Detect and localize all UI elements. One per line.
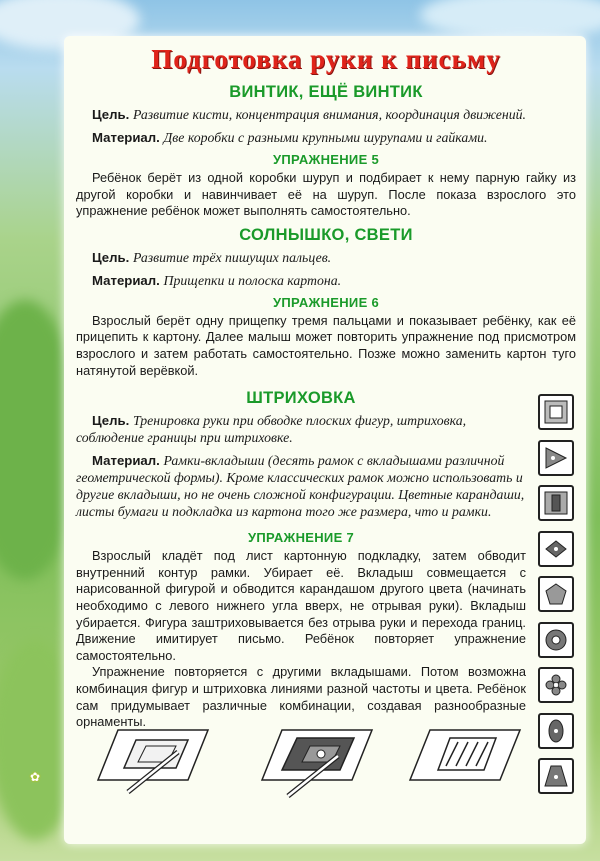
goal-label: Цель. xyxy=(92,413,130,429)
frame-insert-strip xyxy=(538,394,574,804)
triangle-frame-icon xyxy=(538,440,574,476)
hatching-illustration xyxy=(400,720,530,800)
section-heading: ВИНТИК, ЕЩЁ ВИНТИК xyxy=(229,83,423,101)
goal-line xyxy=(76,249,576,266)
goal-text: Развитие трёх пишущих пальцев. xyxy=(132,249,332,265)
exercise-paragraph: Ребёнок берёт из одной коробки шуруп и подбирает к нему парную гайку из другой коробки и навинчивает её на шуруп. После показа взрослого это упражнение ребёнок может выполнять самостоятельно. xyxy=(76,170,576,219)
goal-text: Развитие кисти, концентрация внимания, координация движений. xyxy=(132,107,526,122)
exercise-paragraph: Взрослый берёт одну прищепку тремя пальцами и показывает ребёнку, как её прицепить к картону. Далее малыш может повторить упражнение под присмотром взрослого и затем работать самостоятельно. Позже можно заменить картон туго натянутой верёвкой. xyxy=(76,312,576,378)
trapezoid-frame-icon xyxy=(538,758,574,794)
section-heading: ШТРИХОВКА xyxy=(246,389,356,408)
text-panel xyxy=(64,36,586,844)
exercise-heading: УПРАЖНЕНИЕ 5 xyxy=(272,152,379,167)
material-label: Материал. xyxy=(92,130,160,145)
exercise-paragraph: Упражнение повторяется с другими вкладышами. Потом возможна комбинация фигур и штриховка линиями разной частоты и цвета. Ребёнок сам придумывает различные комбинации, создавая разнообразные орнаменты. xyxy=(76,664,526,730)
material-text: Прищепки и полоска картона. xyxy=(163,272,342,288)
exercise-heading: УПРАЖНЕНИЕ 7 xyxy=(247,530,354,546)
goal-text: Тренировка руки при обводке плоских фигур, штриховка, соблюдение границы при штриховке. xyxy=(76,413,467,446)
flower-decoration: ✿ xyxy=(30,770,41,784)
page-title: Подготовка руки к письму xyxy=(151,44,501,74)
material-line xyxy=(76,452,526,520)
section-heading: СОЛНЫШКО, СВЕТИ xyxy=(239,225,413,244)
goal-line xyxy=(76,106,576,123)
material-text: Рамки-вкладыши (десять рамок с вкладышами различной геометрической формы). Кроме классических рамок можно использовать и другие вкладыши, но не очень сложной конфигурации. Цветные карандаши, листы бумаги и подкладка из картона того же размера, что и рамки. xyxy=(76,453,525,520)
flower-frame-icon xyxy=(538,667,574,703)
square-frame-icon xyxy=(538,394,574,430)
material-line xyxy=(76,129,576,146)
goal-label: Цель. xyxy=(92,249,130,265)
material-text: Две коробки с разными крупными шурупами и гайками. xyxy=(163,130,488,145)
goal-label: Цель. xyxy=(92,107,130,122)
material-label: Материал. xyxy=(92,272,160,288)
ellipse-frame-icon xyxy=(538,713,574,749)
material-label: Материал. xyxy=(92,453,160,469)
rectangle-frame-icon xyxy=(538,485,574,521)
exercise-paragraph: Взрослый кладёт под лист картонную подкладку, затем обводит внутренний контур рамки. Убирает её. Вкладыш совмещается с нарисованной фигурой и обводится карандашом другого цвета (начинать необходимо с левого нижнего угла вверх, не отрывая руки). Вкладыш убирается. Фигура заштриховывается без отрыва руки и перехода границ. Движение имитирует письмо. Ребёнок повторяет упражнение самостоятельно. xyxy=(76,548,526,663)
circle-frame-icon xyxy=(538,622,574,658)
page-content xyxy=(76,44,576,731)
outline-frame-illustration xyxy=(88,720,218,800)
goal-line xyxy=(76,412,526,446)
pentagon-frame-icon xyxy=(538,576,574,612)
material-line xyxy=(76,272,576,289)
rhombus-frame-icon xyxy=(538,531,574,567)
hatching-section xyxy=(76,389,526,731)
exercise-heading: УПРАЖНЕНИЕ 6 xyxy=(272,294,379,310)
cloud-decoration xyxy=(420,0,600,40)
trace-insert-illustration xyxy=(252,720,382,800)
